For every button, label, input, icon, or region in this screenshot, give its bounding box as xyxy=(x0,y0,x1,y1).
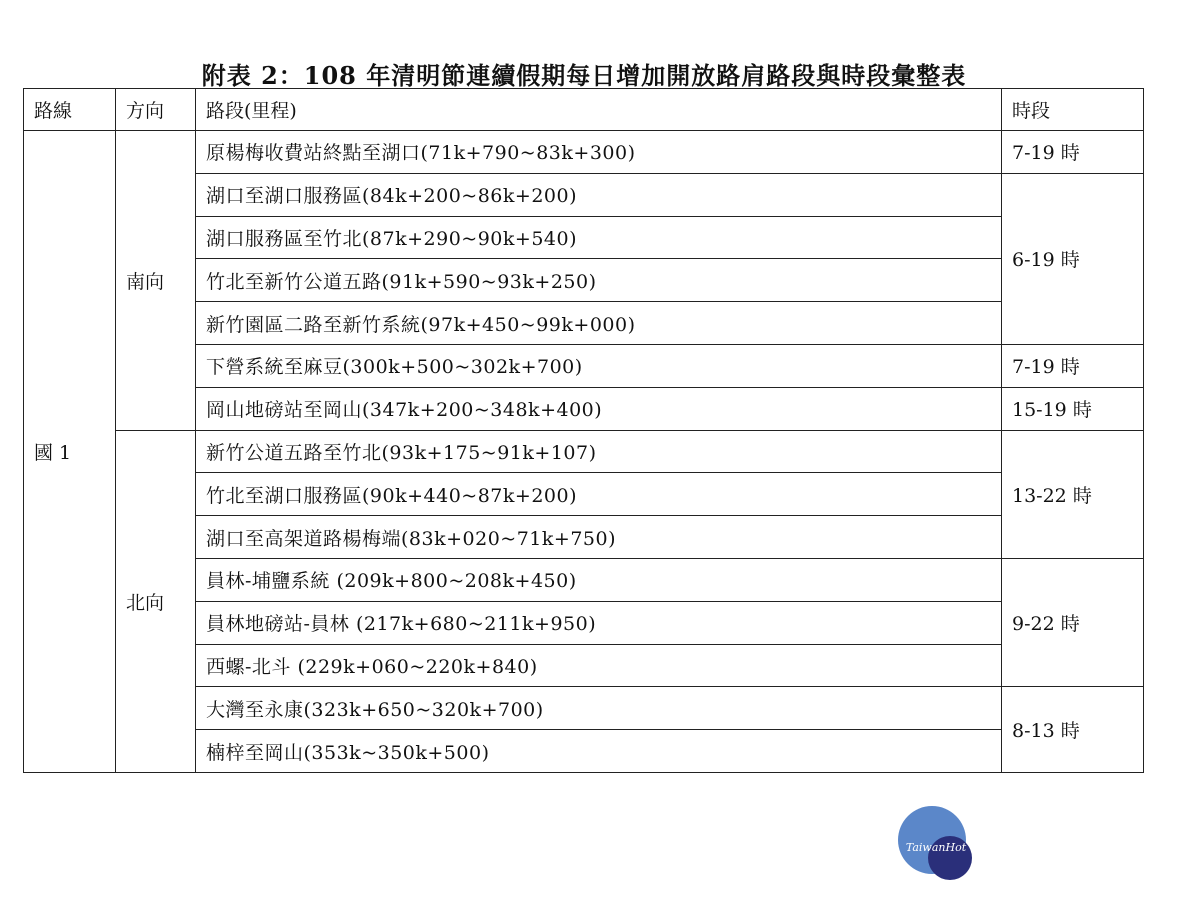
table-row xyxy=(24,131,1144,174)
segment-cell: 新竹公道五路至竹北(93k+175~91k+107) xyxy=(196,430,1002,473)
route-cell: 國 1 xyxy=(24,131,116,773)
segment-cell: 新竹園區二路至新竹系統(97k+450~99k+000) xyxy=(196,302,1002,345)
header-route: 路線 xyxy=(24,89,116,131)
segment-cell: 楠梓至岡山(353k~350k+500) xyxy=(196,730,1002,773)
header-time: 時段 xyxy=(1002,89,1144,131)
direction-south: 南向 xyxy=(116,131,196,431)
taiwanhot-logo xyxy=(898,806,974,878)
header-row xyxy=(24,89,1144,131)
time-cell: 7-19 時 xyxy=(1002,344,1144,387)
segment-cell: 湖口至湖口服務區(84k+200~86k+200) xyxy=(196,173,1002,216)
time-cell: 7-19 時 xyxy=(1002,131,1144,174)
direction-north: 北向 xyxy=(116,430,196,772)
header-direction: 方向 xyxy=(116,89,196,131)
segment-cell: 竹北至新竹公道五路(91k+590~93k+250) xyxy=(196,259,1002,302)
segment-cell: 西螺-北斗 (229k+060~220k+840) xyxy=(196,644,1002,687)
segment-cell: 員林地磅站-員林 (217k+680~211k+950) xyxy=(196,601,1002,644)
segment-cell: 下營系統至麻豆(300k+500~302k+700) xyxy=(196,344,1002,387)
segment-cell: 岡山地磅站至岡山(347k+200~348k+400) xyxy=(196,387,1002,430)
segment-cell: 竹北至湖口服務區(90k+440~87k+200) xyxy=(196,473,1002,516)
time-cell: 9-22 時 xyxy=(1002,558,1144,686)
shoulder-schedule-table xyxy=(23,88,1144,773)
header-segment: 路段(里程) xyxy=(196,89,1002,131)
segment-cell: 大灣至永康(323k+650~320k+700) xyxy=(196,687,1002,730)
segment-cell: 湖口至高架道路楊梅端(83k+020~71k+750) xyxy=(196,516,1002,559)
segment-cell: 員林-埔鹽系統 (209k+800~208k+450) xyxy=(196,558,1002,601)
table-row xyxy=(24,430,1144,473)
segment-cell: 原楊梅收費站終點至湖口(71k+790~83k+300) xyxy=(196,131,1002,174)
time-cell: 15-19 時 xyxy=(1002,387,1144,430)
time-cell: 6-19 時 xyxy=(1002,173,1144,344)
table-title: 附表 2：108 年清明節連續假期每日增加開放路肩路段與時段彙整表 xyxy=(201,61,967,90)
logo-text: TaiwanHot xyxy=(905,841,967,854)
time-cell: 8-13 時 xyxy=(1002,687,1144,773)
segment-cell: 湖口服務區至竹北(87k+290~90k+540) xyxy=(196,216,1002,259)
time-cell: 13-22 時 xyxy=(1002,430,1144,558)
